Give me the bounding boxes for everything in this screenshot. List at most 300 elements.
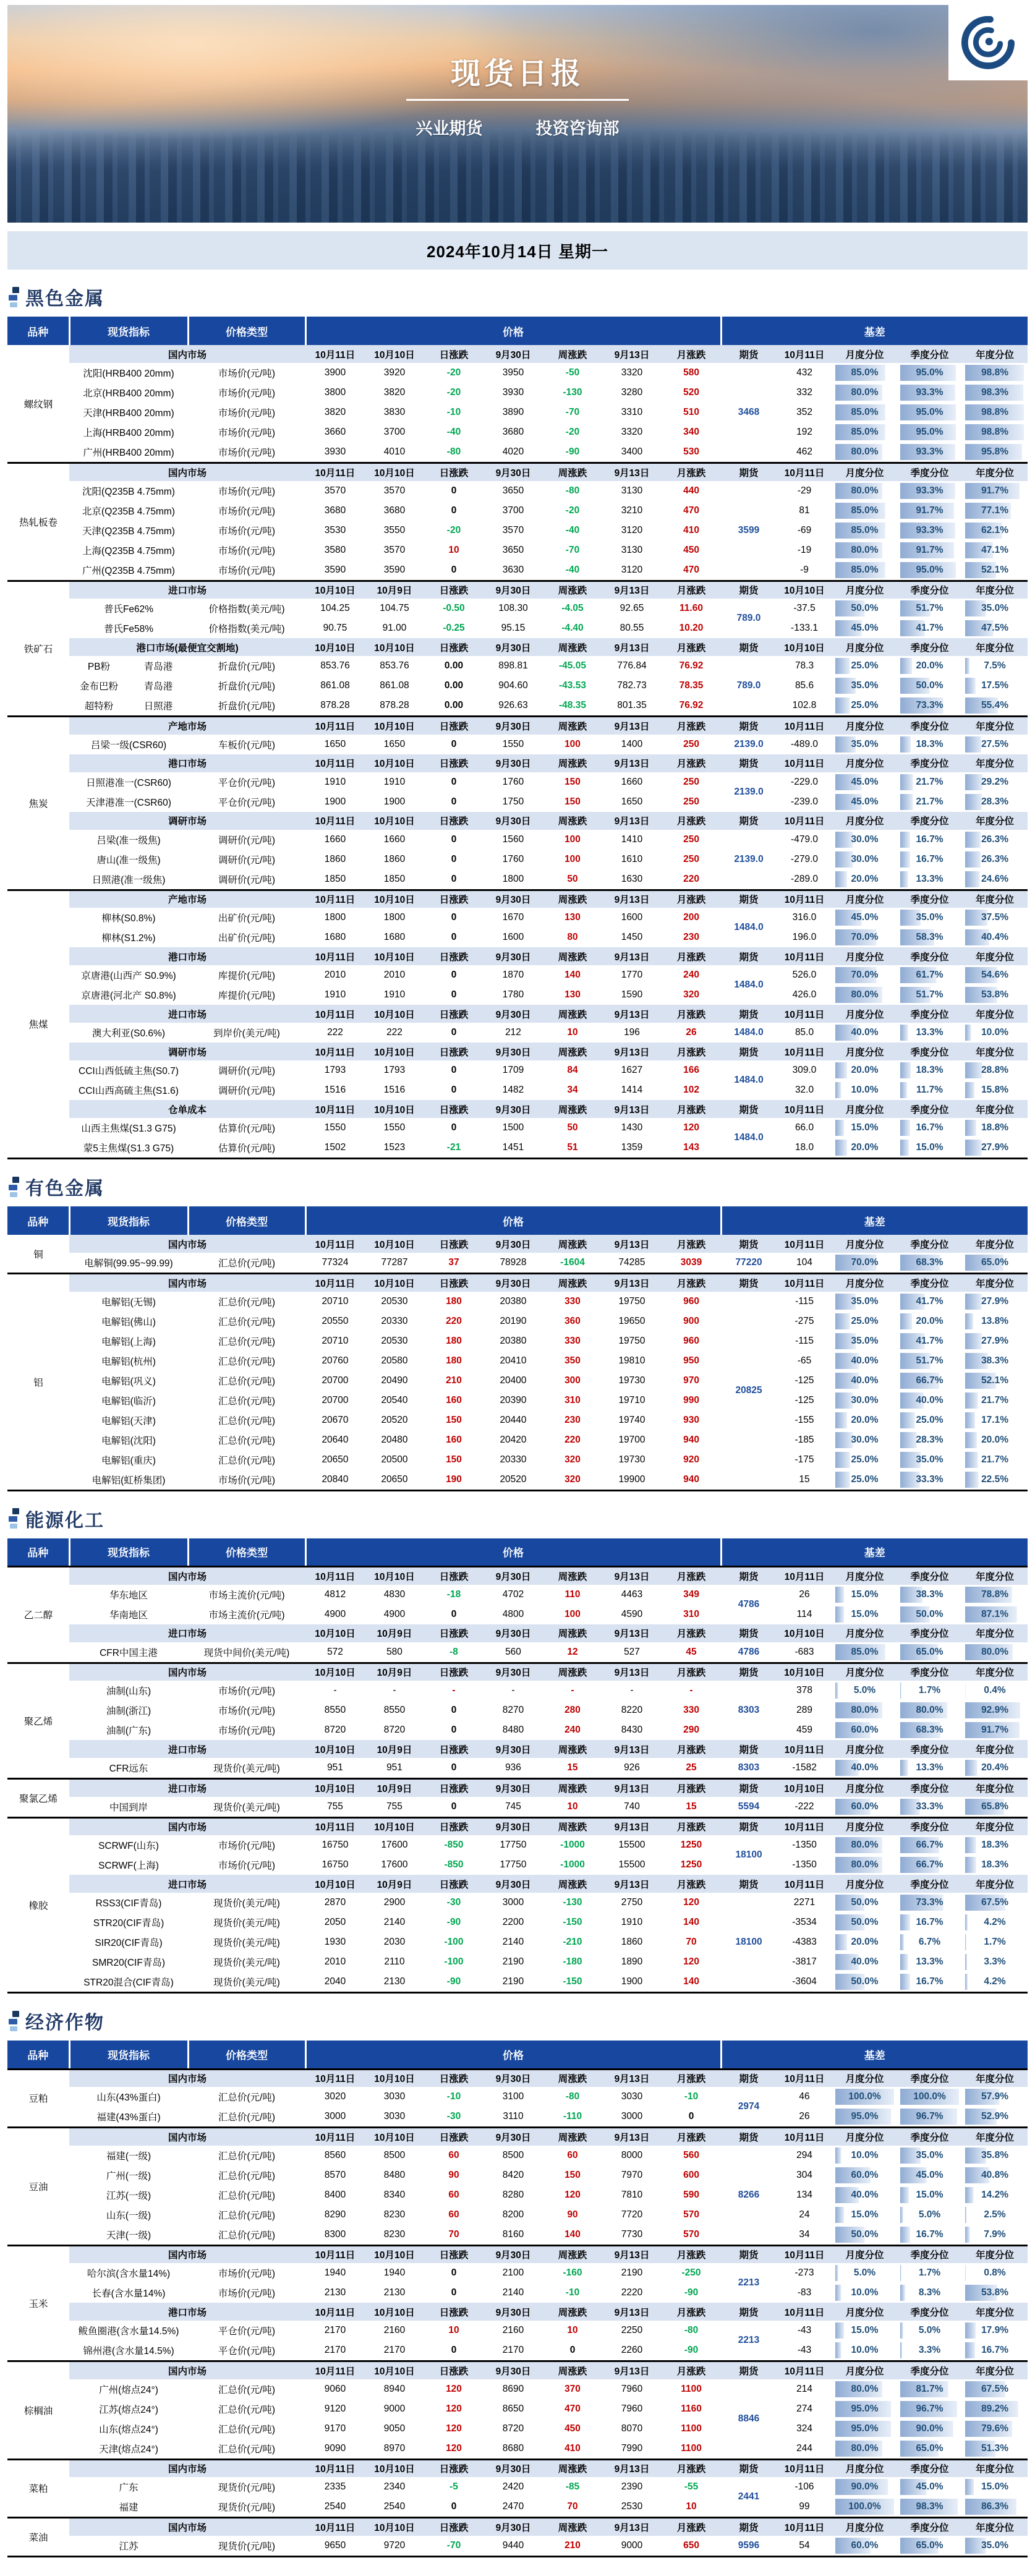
commodity-table	[7, 317, 1028, 1159]
yearly-percentile-cell	[962, 1972, 1028, 1993]
percentile-bar: 40.0%	[835, 1353, 894, 1369]
basis-value-cell: 26	[777, 2107, 832, 2128]
yearly-percentile-cell	[962, 501, 1028, 521]
monthly-percentile-cell	[832, 2419, 897, 2439]
price-value-cell: 560	[483, 1642, 543, 1663]
price-value-cell: 1550	[483, 735, 543, 754]
price-value-cell: 78928	[483, 1253, 543, 1274]
basis-value-cell: 114	[777, 1605, 832, 1624]
percentile-bar: 90.0%	[835, 2479, 894, 2495]
percentile-bar: 100.0%	[900, 2089, 959, 2105]
market-band-row	[7, 1005, 1028, 1023]
change-value-cell: -10	[424, 403, 483, 422]
basis-column-header: 期货	[721, 1624, 777, 1642]
price-column-header: 10月10日	[365, 2303, 424, 2321]
basis-value-cell: -683	[777, 1642, 832, 1663]
percentile-bar: 11.7%	[900, 1082, 959, 1098]
percentile-bar: 90.0%	[900, 2421, 959, 2437]
quarterly-percentile-cell	[897, 1835, 962, 1855]
futures-price-cell: 5594	[721, 1797, 777, 1818]
basis-value-cell: -37.5	[777, 599, 832, 618]
price-column-header: 9月30日	[483, 1663, 543, 1681]
indicator-split	[69, 679, 188, 693]
basis-column-header: 季度分位	[897, 1100, 962, 1118]
percentile-bar: 27.9%	[965, 1333, 1024, 1349]
futures-price-cell: 2139.0	[721, 772, 777, 812]
price-type-cell: 汇总价(元/吨)	[188, 2439, 305, 2460]
change-value-cell: 10.20	[662, 618, 721, 638]
price-value-cell: 3030	[602, 2087, 662, 2107]
basis-value-cell: -83	[777, 2283, 832, 2303]
yearly-percentile-cell	[962, 735, 1028, 754]
price-column-header: 9月30日	[483, 1043, 543, 1060]
percentile-bar: 92.9%	[965, 1702, 1024, 1718]
quarterly-percentile-cell	[897, 1391, 962, 1410]
price-value-cell: 1900	[305, 792, 365, 812]
indicator-split	[69, 659, 188, 673]
market-label: 国内市场	[69, 1817, 305, 1835]
monthly-percentile-cell	[832, 869, 897, 890]
price-value-cell: 2190	[602, 2263, 662, 2283]
indicator-header: 现货指标	[69, 1206, 188, 1235]
basis-value-cell: -43	[777, 2340, 832, 2361]
price-value-cell: 20700	[305, 1391, 365, 1410]
basis-value-cell: -175	[777, 1450, 832, 1470]
change-value-cell: 0	[424, 792, 483, 812]
price-column-header: 月涨跌	[662, 1624, 721, 1642]
price-value-cell: 2160	[365, 2321, 424, 2340]
monthly-percentile-cell	[832, 2497, 897, 2518]
indicator-cell: 广州(熔点24°)	[69, 2379, 188, 2399]
price-column-header: 月涨跌	[662, 1817, 721, 1835]
yearly-percentile-cell	[962, 2205, 1028, 2225]
indicator-cell: 澳大利亚(S0.6%)	[69, 1023, 188, 1043]
futures-price-cell: 2441	[721, 2477, 777, 2518]
price-column-header: 9月13日	[602, 947, 662, 965]
price-value-cell: 8280	[483, 2185, 543, 2205]
price-value-cell: 861.08	[365, 676, 424, 696]
price-column-header: 日涨跌	[424, 638, 483, 656]
variety-cell: 橡胶	[7, 1817, 69, 1993]
change-value-cell: 310	[543, 1391, 602, 1410]
change-value-cell: 330	[662, 1700, 721, 1720]
price-column-header: 周涨跌	[543, 754, 602, 772]
change-value-cell: 220	[424, 1311, 483, 1331]
monthly-percentile-cell	[832, 696, 897, 717]
price-value-cell: 1870	[483, 965, 543, 985]
market-label: 国内市场	[69, 2518, 305, 2536]
basis-column-header: 10月11日	[777, 717, 832, 735]
data-row	[7, 772, 1028, 792]
price-column-header: 日涨跌	[424, 1875, 483, 1893]
market-label: 产地市场	[69, 717, 305, 735]
price-column-header: 9月13日	[602, 1779, 662, 1797]
percentile-bar: 35.8%	[965, 2147, 1024, 2164]
table-head	[7, 1538, 1028, 1567]
basis-column-header: 月度分位	[832, 812, 897, 830]
price-column-header: 9月13日	[602, 345, 662, 363]
price-value-cell: 951	[365, 1758, 424, 1779]
price-value-cell: 1900	[365, 792, 424, 812]
yearly-percentile-cell	[962, 618, 1028, 638]
basis-value-cell: -4383	[777, 1932, 832, 1952]
percentile-bar: 70.0%	[835, 1255, 894, 1271]
percentile-bar: 85.0%	[835, 562, 894, 578]
price-value-cell: 1359	[602, 1138, 662, 1159]
indicator-cell: 福建(一级)	[69, 2146, 188, 2165]
basis-column-header: 年度分位	[962, 1274, 1028, 1292]
change-value-cell: 450	[662, 540, 721, 560]
price-type-cell: 市场价(元/吨)	[188, 363, 305, 383]
monthly-percentile-cell	[832, 1972, 897, 1993]
change-value-cell: 70	[662, 1932, 721, 1952]
change-value-cell: 0	[424, 481, 483, 501]
basis-column-header: 年度分位	[962, 754, 1028, 772]
quarterly-percentile-cell	[897, 521, 962, 540]
price-column-header: 10月10日	[365, 463, 424, 481]
monthly-percentile-cell	[832, 1797, 897, 1818]
price-value-cell: 3700	[483, 501, 543, 521]
price-value-cell: 936	[483, 1758, 543, 1779]
basis-value-cell: -229.0	[777, 772, 832, 792]
price-value-cell: 1850	[305, 869, 365, 890]
monthly-percentile-cell	[832, 2536, 897, 2557]
percentile-bar: 65.8%	[965, 1799, 1024, 1815]
monthly-percentile-cell	[832, 928, 897, 947]
percentile-bar: 4.2%	[965, 1914, 1024, 1930]
variety-cell: 铁矿石	[7, 581, 69, 717]
price-value-cell: 3680	[483, 422, 543, 442]
price-column-header: 9月13日	[602, 2128, 662, 2146]
market-label: 进口市场	[69, 1005, 305, 1023]
percentile-bar: 93.3%	[900, 522, 959, 539]
price-column-header: 日涨跌	[424, 812, 483, 830]
price-group-header: 价格	[305, 1206, 721, 1235]
percentile-bar: 14.2%	[965, 2187, 1024, 2203]
price-column-header: 10月11日	[305, 463, 365, 481]
indicator-cell: 上海(HRB400 20mm)	[69, 422, 188, 442]
basis-column-header: 季度分位	[897, 463, 962, 481]
basis-column-header: 10月11日	[777, 1817, 832, 1835]
price-value-cell: 926.63	[483, 696, 543, 717]
price-value-cell: 3310	[602, 403, 662, 422]
indicator-cell: 天津(一级)	[69, 2225, 188, 2246]
basis-value-cell: 66.0	[777, 1118, 832, 1138]
monthly-percentile-cell	[832, 2146, 897, 2165]
yearly-percentile-cell	[962, 1311, 1028, 1331]
price-column-header: 10月10日	[365, 1043, 424, 1060]
change-value-cell: 340	[662, 422, 721, 442]
price-value-cell: 2140	[365, 1913, 424, 1932]
change-value-cell: 120	[543, 2185, 602, 2205]
price-value-cell: 1400	[602, 735, 662, 754]
price-value-cell: 9090	[305, 2439, 365, 2460]
percentile-bar: 22.5%	[965, 1472, 1024, 1488]
basis-value-cell: -489.0	[777, 735, 832, 754]
yearly-percentile-cell	[962, 2399, 1028, 2419]
price-value-cell: 8300	[305, 2225, 365, 2246]
price-value-cell: 20650	[305, 1450, 365, 1470]
price-type-cell: 汇总价(元/吨)	[188, 1391, 305, 1410]
market-label: 国内市场	[69, 2245, 305, 2263]
basis-column-header: 期货	[721, 1235, 777, 1253]
price-value-cell: 95.15	[483, 618, 543, 638]
percentile-bar: 40.4%	[965, 929, 1024, 945]
change-value-cell: -150	[543, 1913, 602, 1932]
data-row	[7, 2087, 1028, 2107]
percentile-bar: 26.3%	[965, 851, 1024, 868]
price-value-cell: 801.35	[602, 696, 662, 717]
price-type-cell: 折盘价(元/吨)	[188, 696, 305, 717]
basis-column-header: 年度分位	[962, 1817, 1028, 1835]
percentile-bar: 65.0%	[965, 1255, 1024, 1271]
change-value-cell: 0	[424, 850, 483, 869]
data-row	[7, 1080, 1028, 1100]
data-row	[7, 1450, 1028, 1470]
basis-value-cell: 102.8	[777, 696, 832, 717]
price-value-cell: 3000	[483, 1893, 543, 1913]
percentile-bar: 45.0%	[835, 620, 894, 636]
yearly-percentile-cell	[962, 2087, 1028, 2107]
price-type-cell: 平仓价(元/吨)	[188, 792, 305, 812]
yearly-percentile-cell	[962, 1253, 1028, 1274]
price-value-cell: 8970	[365, 2439, 424, 2460]
data-row	[7, 1855, 1028, 1875]
futures-price-cell: 4786	[721, 1585, 777, 1624]
market-band-row	[7, 345, 1028, 363]
price-value-cell: 19700	[602, 1430, 662, 1450]
quarterly-percentile-cell	[897, 1470, 962, 1491]
price-value-cell: 951	[305, 1758, 365, 1779]
change-value-cell: -1604	[543, 1253, 602, 1274]
percentile-bar: 50.0%	[900, 678, 959, 694]
data-row	[7, 540, 1028, 560]
change-value-cell: 70	[543, 2497, 602, 2518]
data-row	[7, 735, 1028, 754]
basis-value-cell: 85.0	[777, 1023, 832, 1043]
title-divider	[406, 99, 629, 101]
price-value-cell: 3830	[365, 403, 424, 422]
commodity-table	[7, 2041, 1028, 2557]
percentile-bar: 85.0%	[835, 404, 894, 420]
price-type-header: 价格类型	[188, 1206, 305, 1235]
price-value-cell: 20390	[483, 1391, 543, 1410]
price-type-cell: 市场主流价(元/吨)	[188, 1605, 305, 1624]
change-value-cell: -40	[424, 422, 483, 442]
quarterly-percentile-cell	[897, 363, 962, 383]
price-column-header: 9月30日	[483, 947, 543, 965]
basis-value-cell: 324	[777, 2419, 832, 2439]
data-row	[7, 2321, 1028, 2340]
monthly-percentile-cell	[832, 1311, 897, 1331]
price-value-cell: 15500	[602, 1835, 662, 1855]
price-column-header: 10月9日	[365, 1663, 424, 1681]
indicator-cell: 电解铝(沈阳)	[69, 1430, 188, 1450]
percentile-bar: 51.7%	[900, 987, 959, 1003]
price-column-header: 月涨跌	[662, 2518, 721, 2536]
basis-column-header: 季度分位	[897, 2128, 962, 2146]
table-head	[7, 317, 1028, 345]
change-value-cell: -80	[543, 2087, 602, 2107]
indicator-header: 现货指标	[69, 2041, 188, 2069]
price-column-header: 周涨跌	[543, 638, 602, 656]
indicator-cell	[69, 696, 188, 717]
change-value-cell: 1160	[662, 2399, 721, 2419]
report-title: 现货日报	[450, 58, 584, 90]
price-type-cell: 现货价(美元/吨)	[188, 1913, 305, 1932]
quarterly-percentile-cell	[897, 1932, 962, 1952]
yearly-percentile-cell	[962, 363, 1028, 383]
change-value-cell: 360	[543, 1311, 602, 1331]
price-value-cell: 19710	[602, 1391, 662, 1410]
percentile-bar: 27.9%	[965, 1140, 1024, 1156]
quarterly-percentile-cell	[897, 560, 962, 581]
yearly-percentile-cell	[962, 1118, 1028, 1138]
price-value-cell: 8550	[305, 1700, 365, 1720]
price-value-cell: 1670	[483, 908, 543, 928]
department-name: 投资咨询部	[535, 119, 620, 138]
quarterly-percentile-cell	[897, 1060, 962, 1080]
indicator-cell: 电解铝(巩义)	[69, 1371, 188, 1391]
percentile-bar: 13.8%	[965, 1313, 1024, 1329]
percentile-bar: 16.7%	[900, 1914, 959, 1930]
percentile-bar: 66.7%	[900, 1857, 959, 1873]
percentile-bar: 60.0%	[835, 1722, 894, 1738]
price-column-header: 9月13日	[602, 2069, 662, 2087]
basis-column-header: 10月11日	[777, 947, 832, 965]
price-value-cell: 8200	[483, 2205, 543, 2225]
market-band-row	[7, 2128, 1028, 2146]
price-value-cell: 19900	[602, 1470, 662, 1491]
change-value-cell: 310	[662, 1605, 721, 1624]
price-value-cell: 3890	[483, 403, 543, 422]
price-value-cell: 17750	[483, 1835, 543, 1855]
price-value-cell: 1550	[365, 1118, 424, 1138]
percentile-bar: 27.5%	[965, 736, 1024, 753]
yearly-percentile-cell	[962, 1700, 1028, 1720]
percentile-bar: 91.7%	[900, 542, 959, 558]
basis-column-header: 10月10日	[777, 1624, 832, 1642]
basis-column-header: 季度分位	[897, 1274, 962, 1292]
basis-value-cell: 24	[777, 2205, 832, 2225]
price-value-cell: 1940	[305, 2263, 365, 2283]
price-column-header: 9月13日	[602, 717, 662, 735]
basis-column-header: 期货	[721, 2361, 777, 2379]
price-value-cell: 4010	[365, 442, 424, 463]
change-value-cell: 70	[424, 2225, 483, 2246]
change-value-cell: 76.92	[662, 656, 721, 676]
price-type-cell: 现货价(美元/吨)	[188, 1758, 305, 1779]
change-value-cell: -130	[543, 383, 602, 403]
basis-column-header: 年度分位	[962, 345, 1028, 363]
price-value-cell: 19730	[602, 1450, 662, 1470]
basis-column-header: 季度分位	[897, 1235, 962, 1253]
data-row	[7, 1253, 1028, 1274]
change-value-cell: 26	[662, 1023, 721, 1043]
price-type-cell: 汇总价(元/吨)	[188, 1410, 305, 1430]
price-value-cell: 9000	[365, 2399, 424, 2419]
price-value-cell: 2140	[483, 1932, 543, 1952]
change-value-cell: 590	[662, 2185, 721, 2205]
basis-column-header: 10月11日	[777, 2128, 832, 2146]
percentile-bar: 47.1%	[965, 542, 1024, 558]
price-value-cell: 3030	[365, 2107, 424, 2128]
indicator-cell: 唐山(准一级焦)	[69, 850, 188, 869]
percentile-bar: 10.0%	[835, 2285, 894, 2301]
change-value-cell: 120	[424, 2419, 483, 2439]
price-column-header: 9月13日	[602, 1740, 662, 1758]
change-value-cell: 150	[543, 792, 602, 812]
price-value-cell: 1600	[483, 928, 543, 947]
price-value-cell: 2390	[602, 2477, 662, 2497]
change-value-cell: -80	[543, 481, 602, 501]
percentile-bar: 40.0%	[835, 1954, 894, 1970]
change-value-cell: 600	[662, 2165, 721, 2185]
bullet-square	[10, 2026, 17, 2031]
basis-column-header: 10月11日	[777, 463, 832, 481]
price-type-cell: 市场价(元/吨)	[188, 1700, 305, 1720]
quarterly-percentile-cell	[897, 1952, 962, 1972]
price-column-header: 周涨跌	[543, 2245, 602, 2263]
market-label: 国内市场	[69, 2069, 305, 2087]
monthly-percentile-cell	[832, 403, 897, 422]
section-cash-crops	[7, 2007, 1028, 2557]
quarterly-percentile-cell	[897, 422, 962, 442]
indicator-cell	[69, 676, 188, 696]
monthly-percentile-cell	[832, 618, 897, 638]
basis-value-cell: 196.0	[777, 928, 832, 947]
price-column-header: 10月11日	[305, 1043, 365, 1060]
price-type-cell: 现货价(元/吨)	[188, 2477, 305, 2497]
yearly-percentile-cell	[962, 1470, 1028, 1491]
change-value-cell: 0	[424, 1758, 483, 1779]
price-value-cell: 2130	[365, 2283, 424, 2303]
price-column-header: 9月30日	[483, 2245, 543, 2263]
variety-cell: 菜油	[7, 2518, 69, 2557]
price-type-cell: 汇总价(元/吨)	[188, 2399, 305, 2419]
indicator-cell: STR20(CIF青岛)	[69, 1913, 188, 1932]
change-value-cell: -18	[424, 1585, 483, 1605]
change-value-cell: 330	[543, 1331, 602, 1351]
price-column-header: 周涨跌	[543, 1005, 602, 1023]
basis-value-cell: -155	[777, 1410, 832, 1430]
percentile-bar: 16.7%	[965, 2342, 1024, 2358]
quarterly-percentile-cell	[897, 2477, 962, 2497]
percentile-bar: 15.0%	[900, 1140, 959, 1156]
percentile-bar: 65.0%	[900, 2538, 959, 2554]
price-value-cell: 3100	[483, 2087, 543, 2107]
yearly-percentile-cell	[962, 1585, 1028, 1605]
percentile-bar: 10.0%	[835, 2147, 894, 2164]
change-value-cell: -850	[424, 1835, 483, 1855]
price-column-header: 周涨跌	[543, 1624, 602, 1642]
price-value-cell: 1630	[602, 869, 662, 890]
market-label: 产地市场	[69, 890, 305, 908]
price-value-cell: 19750	[602, 1292, 662, 1311]
basis-value-cell: -9	[777, 560, 832, 581]
change-value-cell: 580	[662, 363, 721, 383]
basis-column-header: 期货	[721, 1779, 777, 1797]
change-value-cell: 290	[662, 1720, 721, 1740]
price-column-header: 10月10日	[365, 2128, 424, 2146]
basis-value-cell: -3534	[777, 1913, 832, 1932]
table-body	[7, 2069, 1028, 2556]
basis-column-header: 10月11日	[777, 1567, 832, 1585]
percentile-bar: 4.2%	[965, 1974, 1024, 1990]
price-type-cell: 平仓价(元/吨)	[188, 2321, 305, 2340]
basis-column-header: 月度分位	[832, 717, 897, 735]
basis-column-header: 10月11日	[777, 1235, 832, 1253]
